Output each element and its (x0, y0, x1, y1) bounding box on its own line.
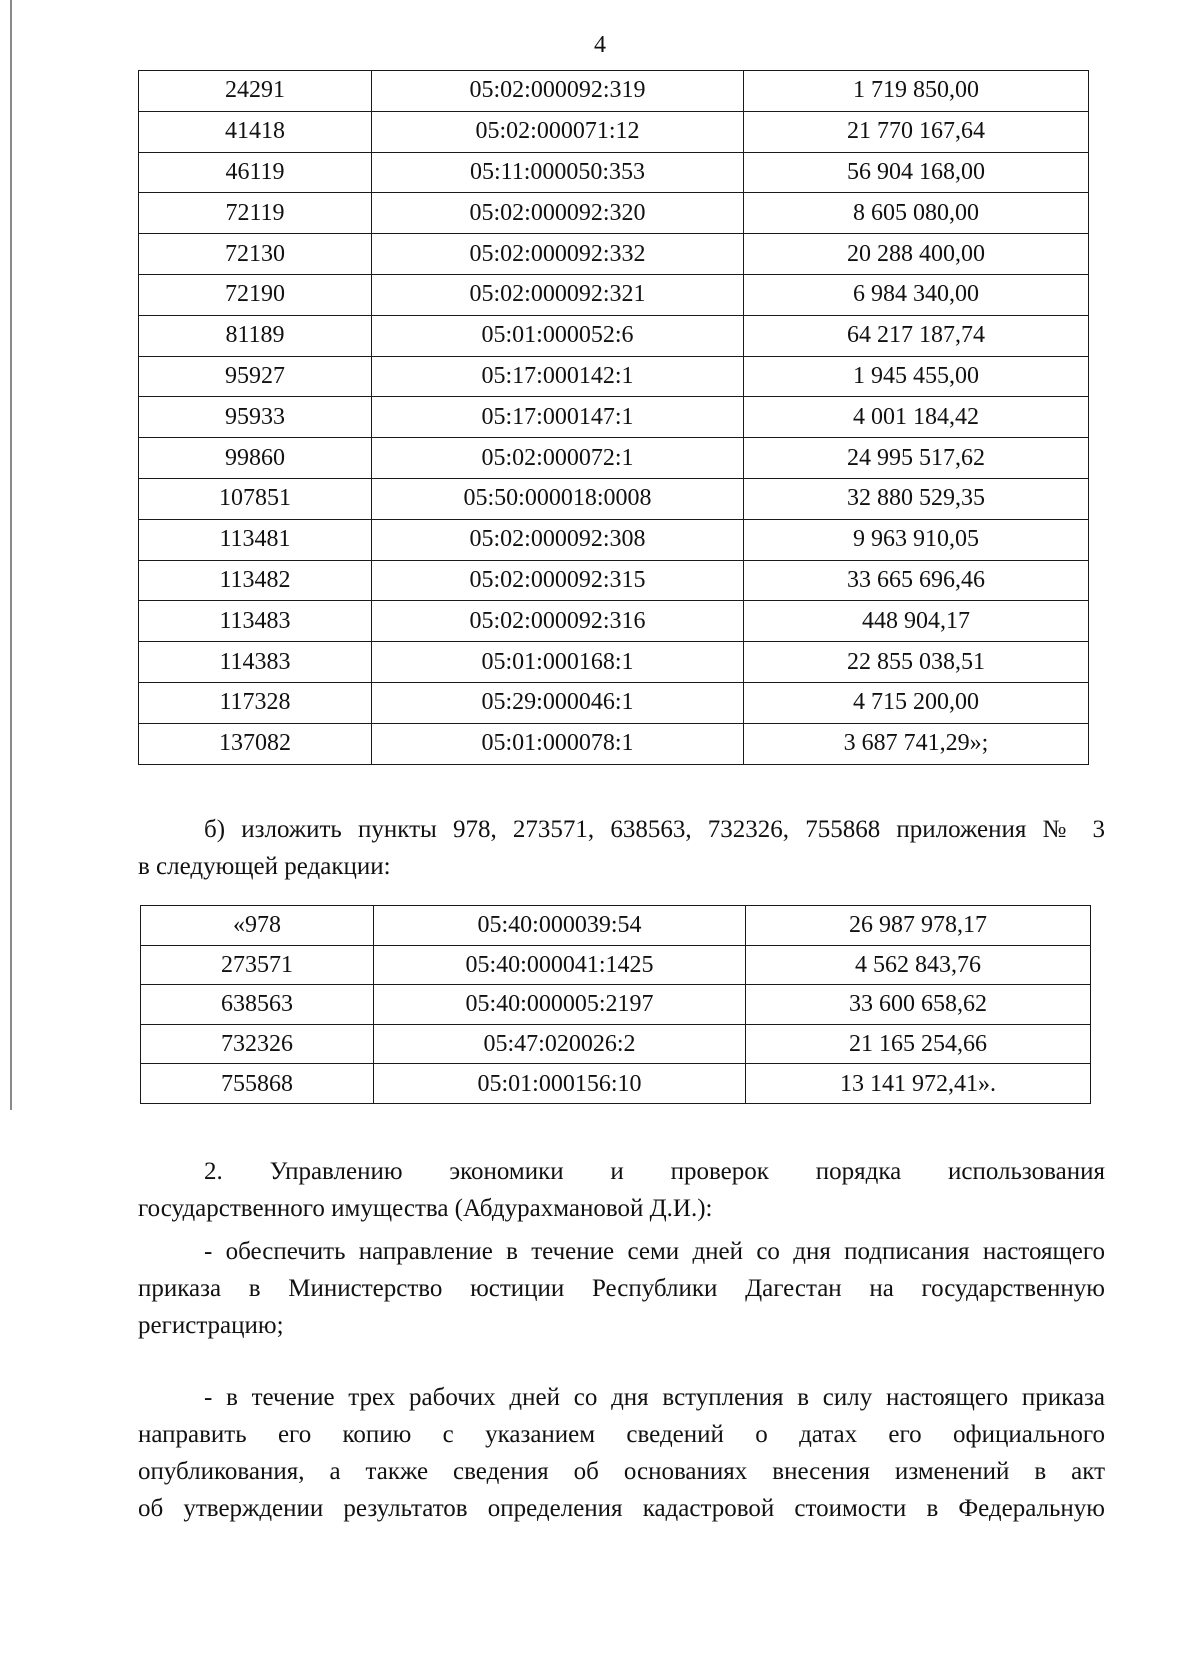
cadastral-number-cell: 05:11:000050:353 (372, 152, 744, 193)
cadastral-number-cell: 05:01:000168:1 (372, 642, 744, 683)
cadastral-value-cell: 1 719 850,00 (744, 71, 1089, 112)
row-number-cell: 72190 (139, 274, 372, 315)
paragraph-2-line-2: государственного имущества (Абдурахмановой Д.И.): (138, 1195, 713, 1222)
table-row (139, 560, 1089, 601)
paragraph-b (138, 811, 1105, 885)
cadastral-value-cell: 9 963 910,05 (744, 519, 1089, 560)
cadastral-number-cell: 05:17:000147:1 (372, 397, 744, 438)
row-number-cell: 113483 (139, 601, 372, 642)
cadastral-value-cell: 26 987 978,17 (746, 906, 1091, 946)
table-row (139, 438, 1089, 479)
bullet-2-line-3: опубликования, а также сведения об основаниях внесения изменений в акт (138, 1458, 1105, 1485)
bullet-1-line-2: приказа в Министерство юстиции Республики Дагестан на государственную (138, 1275, 1105, 1302)
cadastral-number-cell: 05:40:000039:54 (374, 906, 746, 946)
cadastral-value-cell: 3 687 741,29»; (744, 723, 1089, 764)
row-number-cell: 755868 (141, 1064, 374, 1104)
cadastral-value-cell: 4 715 200,00 (744, 682, 1089, 723)
cadastral-number-cell: 05:47:020026:2 (374, 1024, 746, 1064)
cadastral-value-table-2 (140, 905, 1091, 1104)
paragraph-b-line-2: в следующей редакции: (138, 853, 391, 880)
cadastral-value-table-1 (138, 70, 1089, 765)
table-row (139, 152, 1089, 193)
cadastral-number-cell: 05:01:000078:1 (372, 723, 744, 764)
row-number-cell: 113481 (139, 519, 372, 560)
cadastral-value-cell: 4 562 843,76 (746, 945, 1091, 985)
bullet-1-line-3: регистрацию; (138, 1312, 284, 1339)
row-number-cell: 41418 (139, 111, 372, 152)
table-row (139, 723, 1089, 764)
row-number-cell: 114383 (139, 642, 372, 683)
table-row (139, 519, 1089, 560)
table-row (141, 1064, 1091, 1104)
row-number-cell: 137082 (139, 723, 372, 764)
cadastral-number-cell: 05:01:000052:6 (372, 315, 744, 356)
cadastral-value-cell: 448 904,17 (744, 601, 1089, 642)
page-number: 4 (594, 32, 606, 58)
row-number-cell: 117328 (139, 682, 372, 723)
row-number-cell: 113482 (139, 560, 372, 601)
row-number-cell: 46119 (139, 152, 372, 193)
cadastral-value-cell: 33 600 658,62 (746, 985, 1091, 1025)
table-row (139, 315, 1089, 356)
bullet-2 (138, 1379, 1105, 1527)
row-number-cell: 638563 (141, 985, 374, 1025)
cadastral-value-cell: 56 904 168,00 (744, 152, 1089, 193)
cadastral-value-cell: 6 984 340,00 (744, 274, 1089, 315)
row-number-cell: 72130 (139, 234, 372, 275)
cadastral-number-cell: 05:50:000018:0008 (372, 478, 744, 519)
cadastral-number-cell: 05:29:000046:1 (372, 682, 744, 723)
cadastral-number-cell: 05:01:000156:10 (374, 1064, 746, 1104)
bullet-2-line-1: - в течение трех рабочих дней со дня вступления в силу настоящего приказа (204, 1384, 1105, 1411)
cadastral-number-cell: 05:40:000041:1425 (374, 945, 746, 985)
row-number-cell: 273571 (141, 945, 374, 985)
cadastral-number-cell: 05:02:000092:319 (372, 71, 744, 112)
cadastral-number-cell: 05:02:000092:308 (372, 519, 744, 560)
bullet-2-line-2: направить его копию с указанием сведений о датах его официального (138, 1421, 1105, 1448)
cadastral-number-cell: 05:02:000072:1 (372, 438, 744, 479)
cadastral-number-cell: 05:40:000005:2197 (374, 985, 746, 1025)
table-row (139, 71, 1089, 112)
table-row (141, 985, 1091, 1025)
cadastral-value-cell: 32 880 529,35 (744, 478, 1089, 519)
cadastral-value-cell: 21 165 254,66 (746, 1024, 1091, 1064)
cadastral-value-cell: 33 665 696,46 (744, 560, 1089, 601)
table-row (139, 356, 1089, 397)
cadastral-number-cell: 05:02:000071:12 (372, 111, 744, 152)
cadastral-number-cell: 05:02:000092:332 (372, 234, 744, 275)
bullet-1-line-1: - обеспечить направление в течение семи дней со дня подписания настоящего (204, 1238, 1105, 1265)
row-number-cell: «978 (141, 906, 374, 946)
cadastral-value-cell: 8 605 080,00 (744, 193, 1089, 234)
cadastral-number-cell: 05:02:000092:316 (372, 601, 744, 642)
row-number-cell: 95927 (139, 356, 372, 397)
cadastral-value-cell: 64 217 187,74 (744, 315, 1089, 356)
scan-edge-line (10, 0, 12, 1110)
row-number-cell: 72119 (139, 193, 372, 234)
table-row (139, 274, 1089, 315)
table-row (139, 642, 1089, 683)
cadastral-value-cell: 21 770 167,64 (744, 111, 1089, 152)
cadastral-value-cell: 13 141 972,41». (746, 1064, 1091, 1104)
table-row (141, 945, 1091, 985)
cadastral-value-cell: 4 001 184,42 (744, 397, 1089, 438)
cadastral-value-cell: 20 288 400,00 (744, 234, 1089, 275)
cadastral-number-cell: 05:02:000092:320 (372, 193, 744, 234)
row-number-cell: 99860 (139, 438, 372, 479)
table-row (139, 478, 1089, 519)
bullet-2-line-4: об утверждении результатов определения кадастровой стоимости в Федеральную (138, 1495, 1105, 1522)
cadastral-number-cell: 05:17:000142:1 (372, 356, 744, 397)
row-number-cell: 81189 (139, 315, 372, 356)
cadastral-number-cell: 05:02:000092:321 (372, 274, 744, 315)
row-number-cell: 24291 (139, 71, 372, 112)
paragraph-2-line-1: 2. Управлению экономики и проверок порядка использования (204, 1158, 1105, 1185)
cadastral-value-cell: 1 945 455,00 (744, 356, 1089, 397)
table-row (139, 397, 1089, 438)
row-number-cell: 732326 (141, 1024, 374, 1064)
paragraph-2 (138, 1153, 1105, 1227)
table-row (139, 601, 1089, 642)
table-row (139, 234, 1089, 275)
paragraph-b-line-1: б) изложить пункты 978, 273571, 638563, 732326, 755868 приложения № 3 (204, 816, 1105, 843)
row-number-cell: 95933 (139, 397, 372, 438)
cadastral-number-cell: 05:02:000092:315 (372, 560, 744, 601)
table-row (139, 682, 1089, 723)
row-number-cell: 107851 (139, 478, 372, 519)
table-row (141, 906, 1091, 946)
table-row (139, 193, 1089, 234)
cadastral-value-cell: 22 855 038,51 (744, 642, 1089, 683)
table-row (141, 1024, 1091, 1064)
bullet-1 (138, 1233, 1105, 1344)
cadastral-value-cell: 24 995 517,62 (744, 438, 1089, 479)
table-row (139, 111, 1089, 152)
